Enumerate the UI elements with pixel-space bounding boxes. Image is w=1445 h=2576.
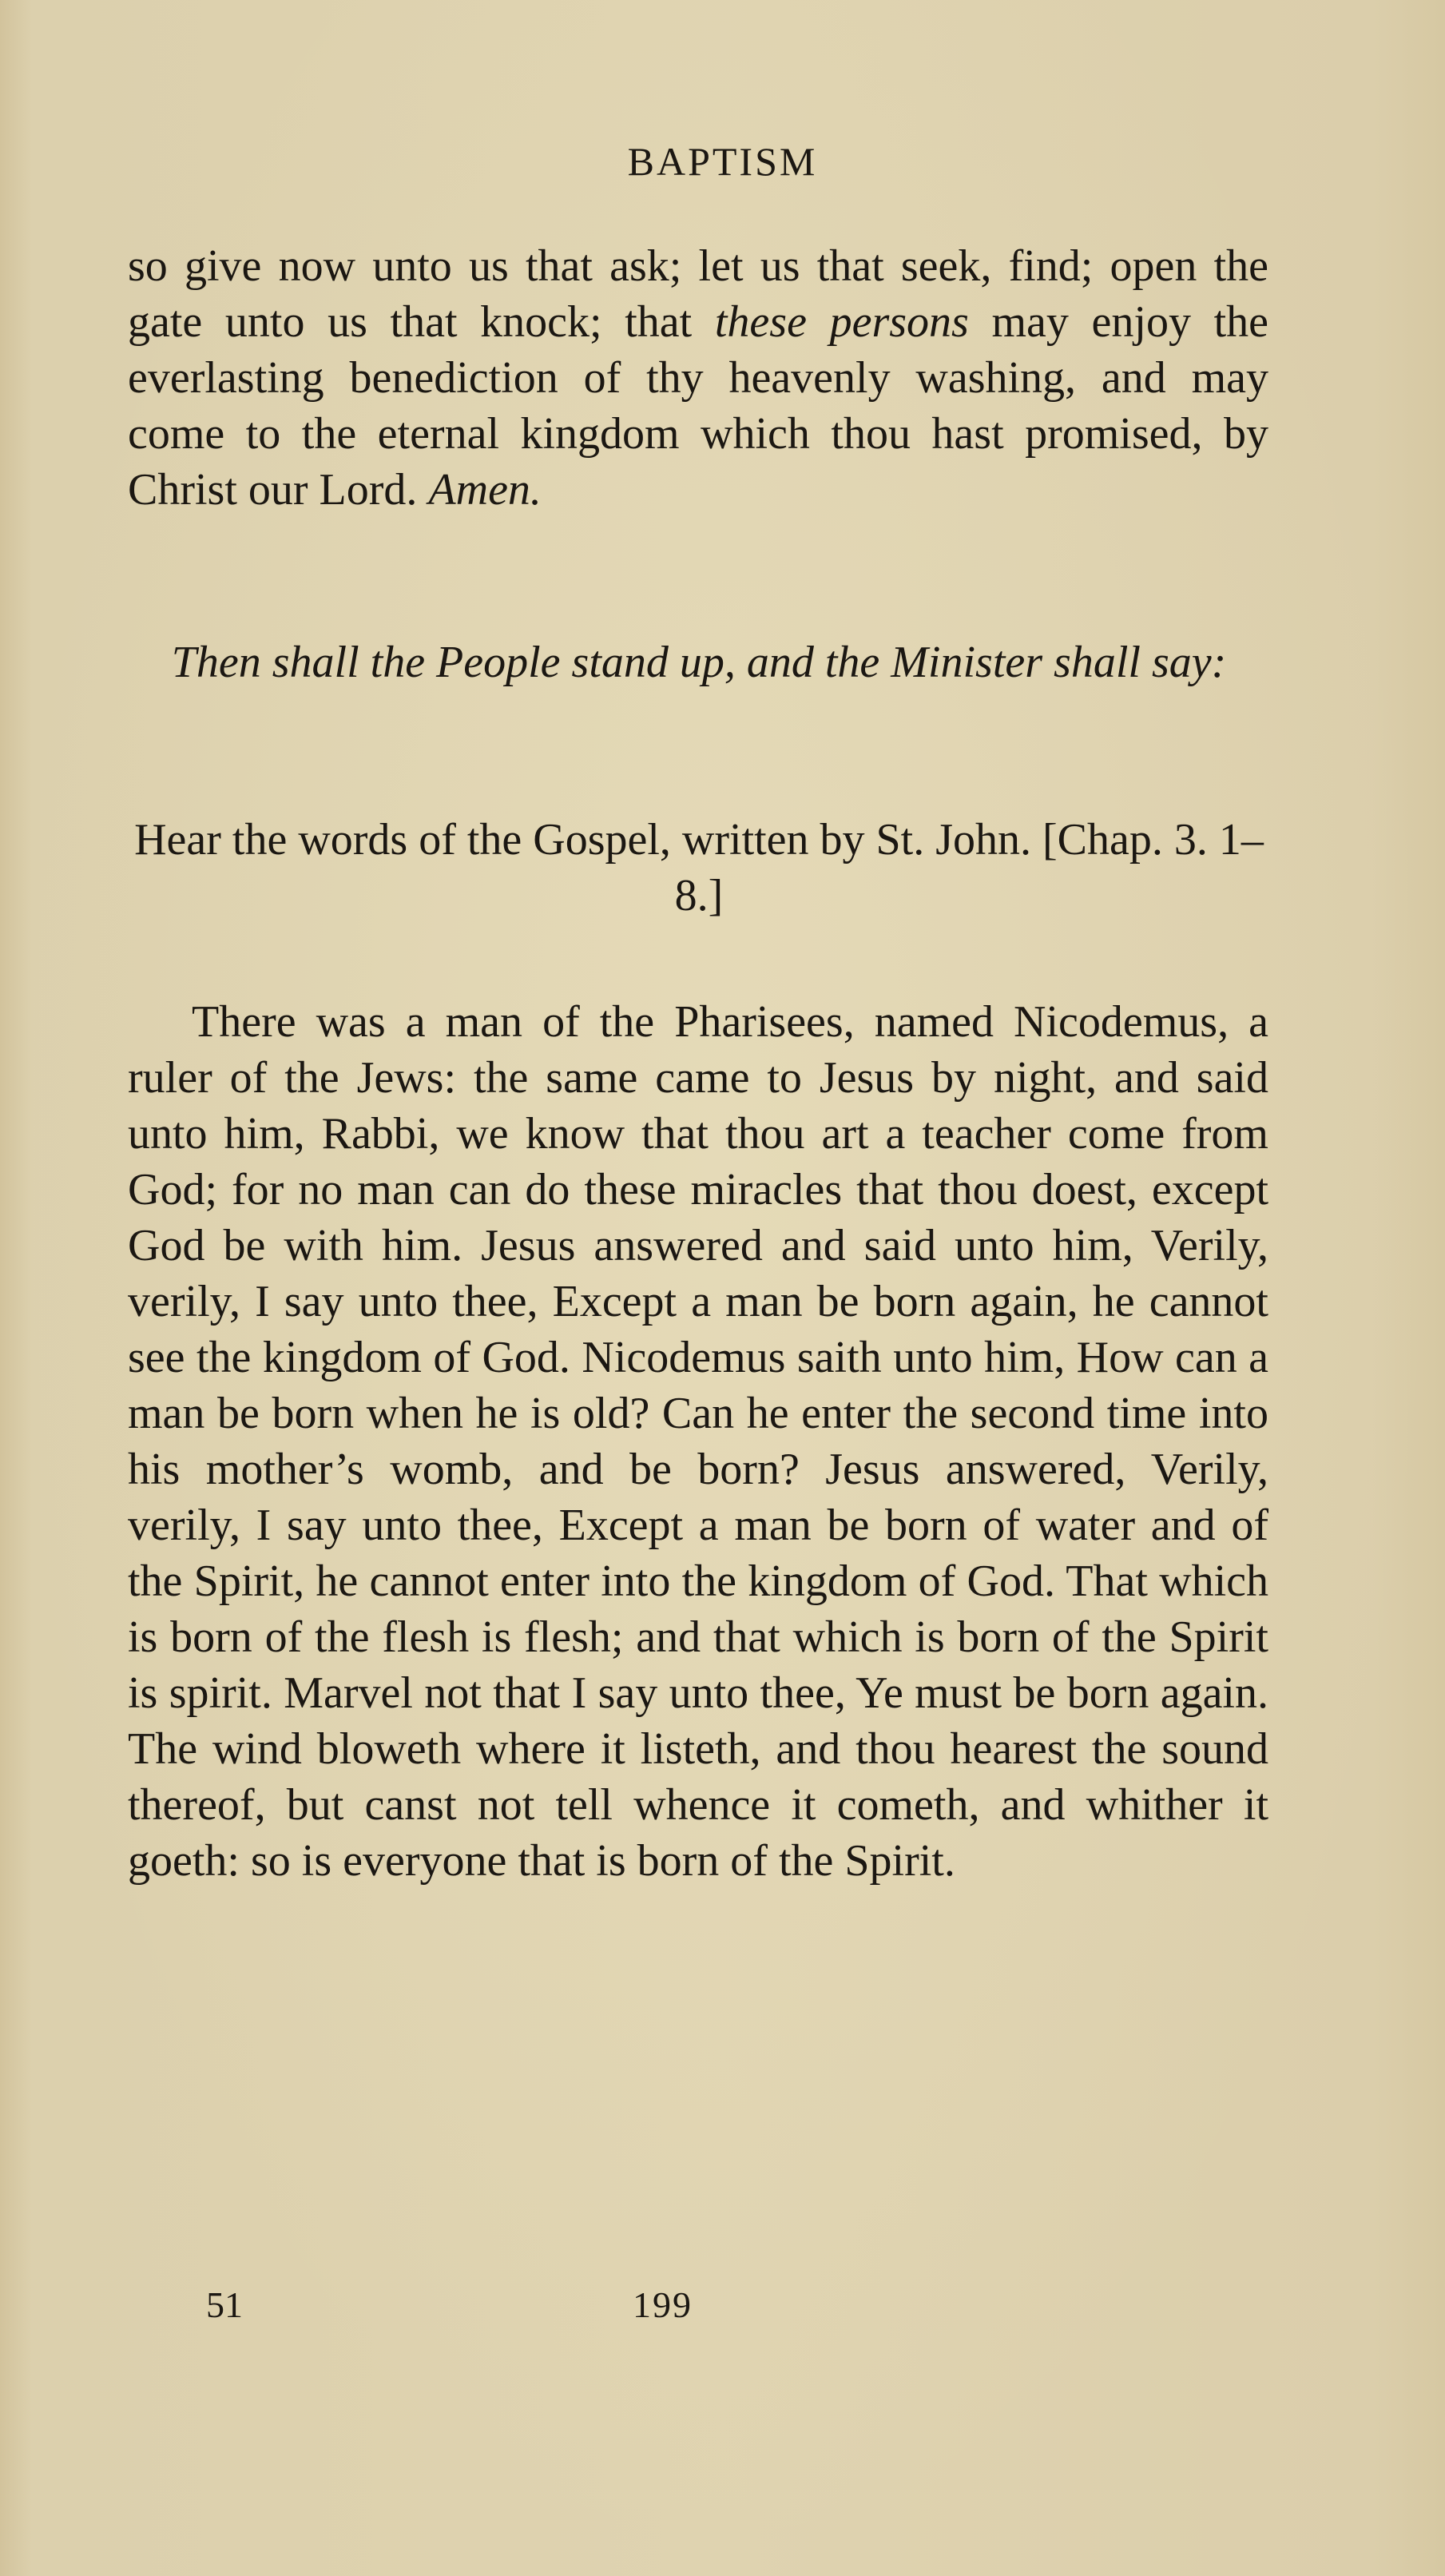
signature-mark: 51 xyxy=(206,2284,243,2325)
gospel-paragraph: There was a man of the Pharisees, named Nicodemus, a ruler of the Jews: the same came to Jesus by night, and said unto him, Rabbi, we know that thou art a teacher come from God; for no man can do these miracles that thou doest, except God be with him. Jesus answered and said unto him, Verily, verily, I say unto thee, Except a man be born again, he cannot see the kingdom of God. Nicodemus saith unto him, How can a man be born when he is old? Can he enter the second time into his mother’s womb, and be born? Jesus answered, Verily, verily, I say unto thee, Except a man be born of water and of the Spirit, he cannot enter into the kingdom of God. That which is born of the flesh is flesh; and that which is born of the Spirit is spirit. Marvel not that I say unto thee, Ye must be born again. The wind bloweth where it listeth, and thou hearest the sound thereof, but canst not tell whence it cometh, and whither it goeth: so is everyone that is born of the Spirit. xyxy=(128,997,1268,1886)
prayer-text-end: may enjoy the everlasting benediction of thy heavenly washing, and may come to the eternal kingdom which thou hast promised, by Christ our Lord. xyxy=(128,297,1269,515)
rubric: Then shall the People stand up, and the Minister shall say: xyxy=(171,638,1227,687)
running-head: BAPTISM xyxy=(627,139,818,184)
prayer-italic-persons: these persons xyxy=(714,297,969,347)
prayer-amen: Amen. xyxy=(428,465,542,515)
prayer-text-start: so give now unto us that ask; let us that seek, find; open the gate unto us that knock; that xyxy=(128,241,1268,347)
gospel-heading: Hear the words of the Gospel, written by St. John. [Chap. 3. 1–8.] xyxy=(134,815,1264,920)
page-number: 199 xyxy=(633,2284,693,2325)
page-footer xyxy=(0,2284,1445,2332)
prayer-paragraph xyxy=(128,238,1268,518)
